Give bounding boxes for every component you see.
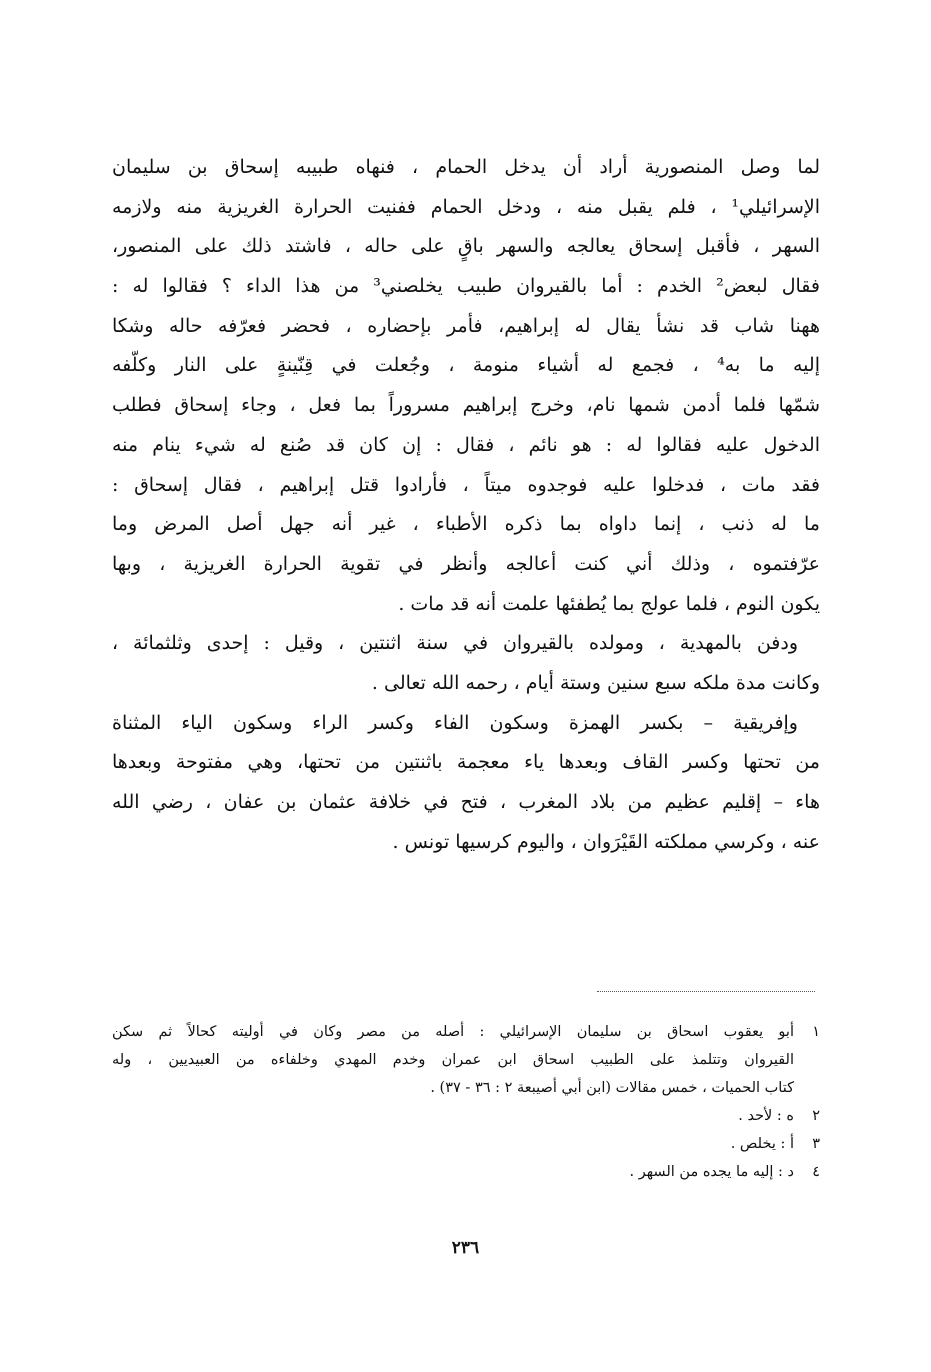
footnote bbox=[112, 1102, 820, 1130]
text-line: هاء – إقليم عظيم من بلاد المغرب ، فتح في خلافة عثمان بن عفان ، رضي الله bbox=[112, 791, 820, 813]
footnote-number: ٤ bbox=[812, 1164, 820, 1180]
footnote-number: ١ bbox=[812, 1024, 820, 1040]
text-line: وكانت مدة ملكه سبع سنين وستة أيام ، رحمه الله تعالى . bbox=[371, 671, 820, 694]
text-line: ما له ذنب ، إنما داواه بما ذكره الأطباء ، غير أنه جهل أصل المرض وما bbox=[112, 513, 820, 536]
text-line: من تحتها وكسر القاف وبعدها ياء معجمة باثنتين من تحتها، وهي مفتوحة وبعدها bbox=[112, 751, 820, 774]
footnote-line: د : إليه ما يجده من السهر . bbox=[629, 1164, 794, 1180]
footnote-line: ه : لأحد . bbox=[738, 1108, 794, 1124]
text-line: عنه ، وكرسي مملكته القَيْرَوان ، واليوم كرسيها تونس . bbox=[392, 830, 820, 853]
footnote-line: القيروان وتتلمذ على الطبيب اسحاق ابن عمران وخدم المهدي وخلفاءه من العبيديين ، وله bbox=[112, 1052, 794, 1068]
footnote bbox=[112, 1130, 820, 1158]
text-line: ههنا شاب قد نشأ يقال له إبراهيم، فأمر بإحضاره ، فحضر فعرّفه حاله وشكا bbox=[112, 314, 820, 337]
page-number: ٢٣٦ bbox=[451, 1238, 480, 1258]
footnote bbox=[112, 1158, 820, 1186]
main-text bbox=[112, 148, 820, 862]
text-line: وإفريقية – بكسر الهمزة وسكون الفاء وكسر الراء وسكون الياء المثناة bbox=[112, 711, 798, 734]
footnote bbox=[112, 1018, 820, 1102]
text-line: فقد مات ، فدخلوا عليه فوجدوه ميتاً ، فأرادوا قتل إبراهيم ، فقال إسحاق : bbox=[112, 473, 820, 496]
footnote-text bbox=[112, 1102, 794, 1130]
text-line: فقال لبعض² الخدم : أما بالقيروان طبيب يخلصني³ من هذا الداء ؟ فقالوا له : bbox=[112, 275, 820, 298]
footnote-number: ٢ bbox=[812, 1108, 820, 1124]
footnote-text bbox=[112, 1130, 794, 1158]
text-line: إليه ما به⁴ ، فجمع له أشياء منومة ، وجُعلت في قِنّينةٍ على النار وكلّفه bbox=[112, 354, 820, 377]
footnote-text bbox=[112, 1158, 794, 1186]
footnote-text bbox=[112, 1018, 794, 1102]
footnote-line: أ : يخلص . bbox=[730, 1136, 794, 1152]
text-line: عرّفتموه ، وذلك أني كنت أعالجه وأنظر في تقوية الحرارة الغريزية ، وبها bbox=[112, 552, 820, 575]
footnote-line: أبو يعقوب اسحاق بن سليمان الإسرائيلي : أصله من مصر وكان في أوليته كحالاً ثم سكن bbox=[112, 1024, 794, 1040]
footnote-divider bbox=[597, 991, 815, 992]
text-line: السهر ، فأقبل إسحاق يعالجه والسهر باقٍ على حاله ، فاشتد ذلك على المنصور، bbox=[112, 235, 820, 258]
text-line: شمّها فلما أدمن شمها نام، وخرج إبراهيم مسروراً بما فعل ، وجاء إسحاق فطلب bbox=[112, 394, 820, 417]
text-line: يكون النوم ، فلما عولج بما يُطفئها علمت أنه قد مات . bbox=[398, 592, 820, 615]
footnote-number: ٣ bbox=[812, 1136, 820, 1152]
text-line: الإسرائيلي¹ ، فلم يقبل منه ، ودخل الحمام ففنيت الحرارة الغريزية منه ولازمه bbox=[112, 195, 820, 218]
footnote-line: كتاب الحميات ، خمس مقالات (ابن أبي أصيبعة ٢ : ٣٦ - ٣٧) . bbox=[430, 1080, 794, 1096]
text-line: الدخول عليه فقالوا له : هو نائم ، فقال : إن كان قد صُنع له شيء ينام منه bbox=[112, 433, 820, 456]
text-line: لما وصل المنصورية أراد أن يدخل الحمام ، فنهاه طبيبه إسحاق بن سليمان bbox=[112, 156, 820, 178]
text-line: ودفن بالمهدية ، ومولده بالقيروان في سنة اثنتين ، وقيل : إحدى وثلثمائة ، bbox=[112, 632, 798, 655]
footnotes bbox=[112, 1018, 820, 1186]
